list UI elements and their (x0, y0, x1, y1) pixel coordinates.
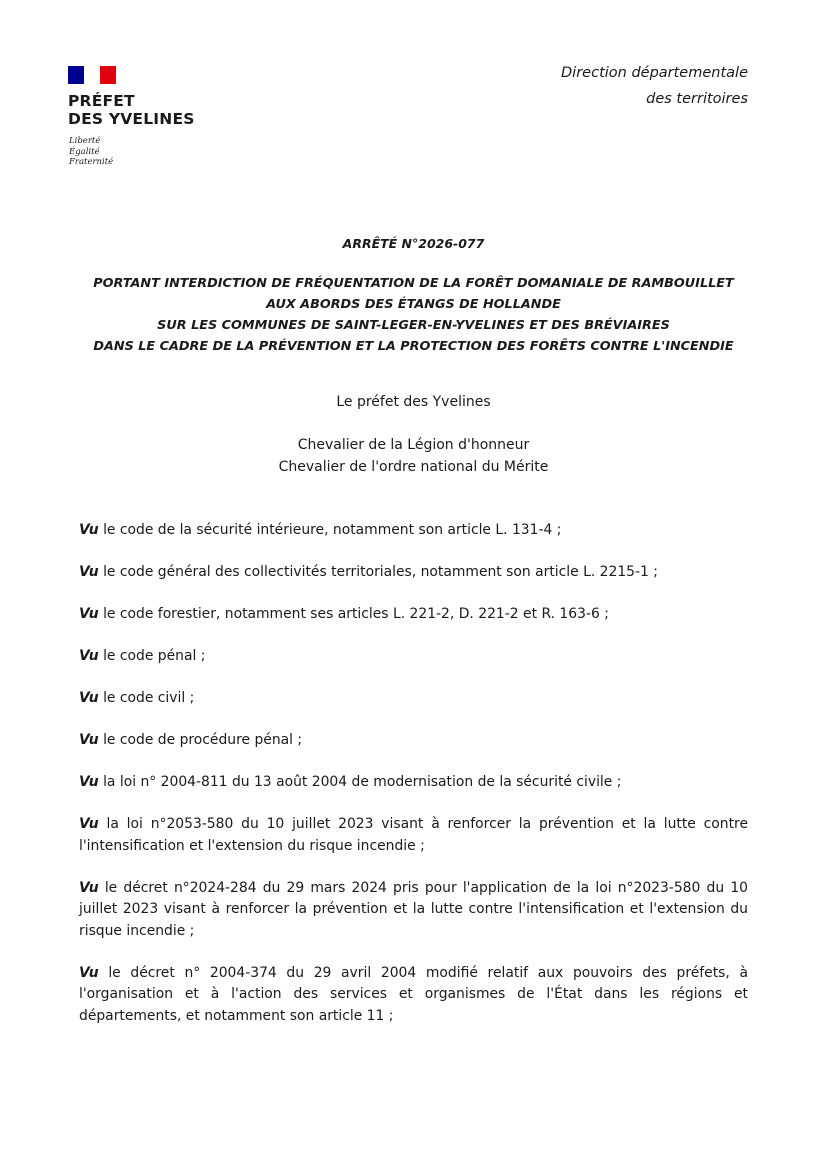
object-line-4: DANS LE CADRE DE LA PRÉVENTION ET LA PROTECTION DES FORÊTS CONTRE L'INCENDIE (93, 339, 734, 354)
visa-item (79, 688, 748, 710)
republic-motto (69, 136, 208, 168)
title-ordre-merite: Chevalier de l'ordre national du Mérite (278, 458, 549, 475)
visa-item (79, 772, 748, 794)
prefecture-logo (68, 66, 208, 168)
object-line-2: AUX ABORDS DES ÉTANGS DE HOLLANDE (266, 297, 561, 312)
motto-liberte: Liberté (69, 136, 101, 146)
visa-text: le code de la sécurité intérieure, notamment son article L. 131-4 ; (103, 522, 562, 538)
visa-item (79, 878, 748, 943)
visa-item (79, 562, 748, 584)
issuing-direction (561, 60, 748, 112)
visa-text: le code forestier, notamment ses articles L. 221-2, D. 221-2 et R. 163-6 ; (103, 606, 609, 622)
logo-line1: PRÉFET (68, 92, 135, 110)
visa-text: le code de procédure pénal ; (103, 732, 303, 748)
title-legion-honneur: Chevalier de la Légion d'honneur (297, 437, 530, 453)
motto-egalite: Égalité (69, 146, 100, 157)
vu-label: Vu (79, 606, 99, 622)
vu-label: Vu (79, 564, 99, 580)
object-line-3: SUR LES COMMUNES DE SAINT-LEGER-EN-YVELINES ET DES BRÉVIAIRES (157, 318, 670, 333)
vu-label: Vu (79, 732, 99, 748)
visa-item (79, 646, 748, 668)
visa-text: le décret n°2024-284 du 29 mars 2024 pris pour l'application de la loi n°2023-580 du 10 juillet 2023 visant à renforcer la prévention et la lutte contre l'intensification et l'extension du risque incendie ; (79, 879, 748, 939)
logo-line2: DES YVELINES (68, 110, 195, 128)
vu-label: Vu (79, 879, 99, 896)
prefect-name: Le préfet des Yvelines (336, 394, 491, 410)
visas-list (79, 520, 748, 1048)
prefect-titles (0, 435, 827, 478)
visa-text: le code civil ; (103, 690, 195, 706)
visa-text: le décret n° 2004-374 du 29 avril 2004 modifié relatif aux pouvoirs des préfets, à l'organisation et à l'action des services et organismes de l'État dans les régions et départements, et notamment son article 11 ; (79, 964, 748, 1024)
vu-label: Vu (79, 774, 99, 790)
vu-label: Vu (79, 690, 99, 706)
visa-text: la loi n° 2004-811 du 13 août 2004 de modernisation de la sécurité civile ; (103, 774, 622, 790)
object-line-1: PORTANT INTERDICTION DE FRÉQUENTATION DE LA FORÊT DOMANIALE DE RAMBOUILLET (93, 276, 734, 291)
visa-item (79, 814, 748, 857)
visa-text: le code général des collectivités territoriales, notamment son article L. 2215-1 ; (103, 564, 658, 580)
direction-line2: des territoires (646, 91, 748, 107)
visa-item (79, 963, 748, 1028)
visa-item (79, 604, 748, 626)
visa-item (79, 520, 748, 542)
vu-label: Vu (79, 816, 99, 832)
vu-label: Vu (79, 964, 99, 981)
visa-text: la loi n°2053-580 du 10 juillet 2023 visant à renforcer la prévention et la lutte contre l'intensification et l'extension du risque incendie ; (79, 816, 748, 854)
visa-item (79, 730, 748, 752)
marianne-flag-icon (68, 66, 116, 84)
logo-title (68, 92, 208, 128)
visa-text: le code pénal ; (103, 648, 206, 664)
vu-label: Vu (79, 522, 99, 538)
decree-number: ARRÊTÉ N°2026-077 (342, 236, 485, 251)
motto-fraternite: Fraternité (69, 157, 114, 167)
direction-line1: Direction départementale (561, 65, 748, 81)
decree-object (0, 273, 827, 357)
vu-label: Vu (79, 648, 99, 664)
